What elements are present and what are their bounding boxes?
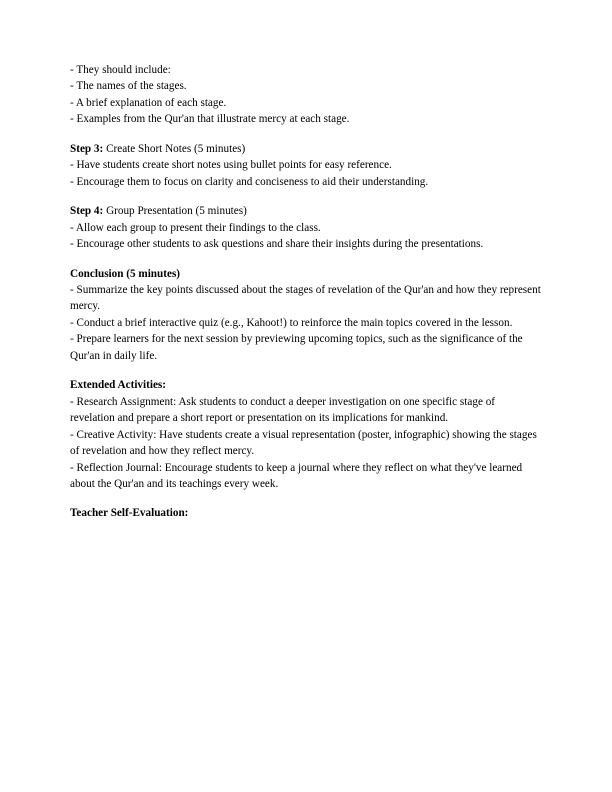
body-paragraph: - Research Assignment: Ask students to conduct a deeper investigation on one specific stage of revelation and prepare a short report or presentation on its implications for mankind. (70, 395, 496, 425)
step-label: Step 3: (70, 142, 104, 155)
section-heading: Teacher Self-Evaluation: (70, 507, 189, 520)
step-label: Step 4: (70, 205, 104, 218)
step-heading (70, 203, 542, 219)
body-line: - Examples from the Qur'an that illustrate mercy at each stage. (70, 113, 350, 126)
body-paragraph: - Conduct a brief interactive quiz (e.g., Kahoot!) to reinforce the main topics covered in the lesson. (70, 316, 513, 329)
step-heading (70, 141, 542, 157)
body-paragraph: - Summarize the key points discussed about the stages of revelation of the Qur'an and how they represent mercy. (70, 283, 541, 313)
paragraph-spacer (70, 364, 542, 377)
paragraph-spacer (70, 128, 542, 141)
step-title: Group Presentation (5 minutes) (103, 205, 247, 218)
body-line: - They should include: (70, 64, 171, 76)
step-title: Create Short Notes (5 minutes) (103, 142, 246, 155)
body-line: - Encourage other students to ask questions and share their insights during the presentations. (70, 238, 484, 251)
body-paragraph: - Prepare learners for the next session by previewing upcoming topics, such as the significance of the Qur'an in daily life. (70, 333, 523, 362)
body-line: - A brief explanation of each stage. (70, 96, 227, 109)
body-paragraph: - Reflection Journal: Encourage students to keep a journal where they reflect on what they've learned about the Qur'an and its teachings every week. (70, 461, 523, 490)
body-line: - Have students create short notes using bullet points for easy reference. (70, 159, 392, 172)
paragraph-spacer (70, 190, 542, 203)
body-line: - The names of the stages. (70, 80, 187, 93)
section-heading: Conclusion (5 minutes) (70, 267, 181, 280)
document-body (70, 62, 542, 522)
body-line: - Encourage them to focus on clarity and conciseness to aid their understanding. (70, 175, 429, 188)
body-line: - Allow each group to present their findings to the class. (70, 221, 321, 234)
paragraph-spacer (70, 253, 542, 266)
paragraph-spacer (70, 492, 542, 505)
body-paragraph: - Creative Activity: Have students create a visual representation (poster, infographic) showing the stages of revelation and how they reflect mercy. (70, 428, 537, 458)
section-heading: Extended Activities: (70, 379, 167, 392)
